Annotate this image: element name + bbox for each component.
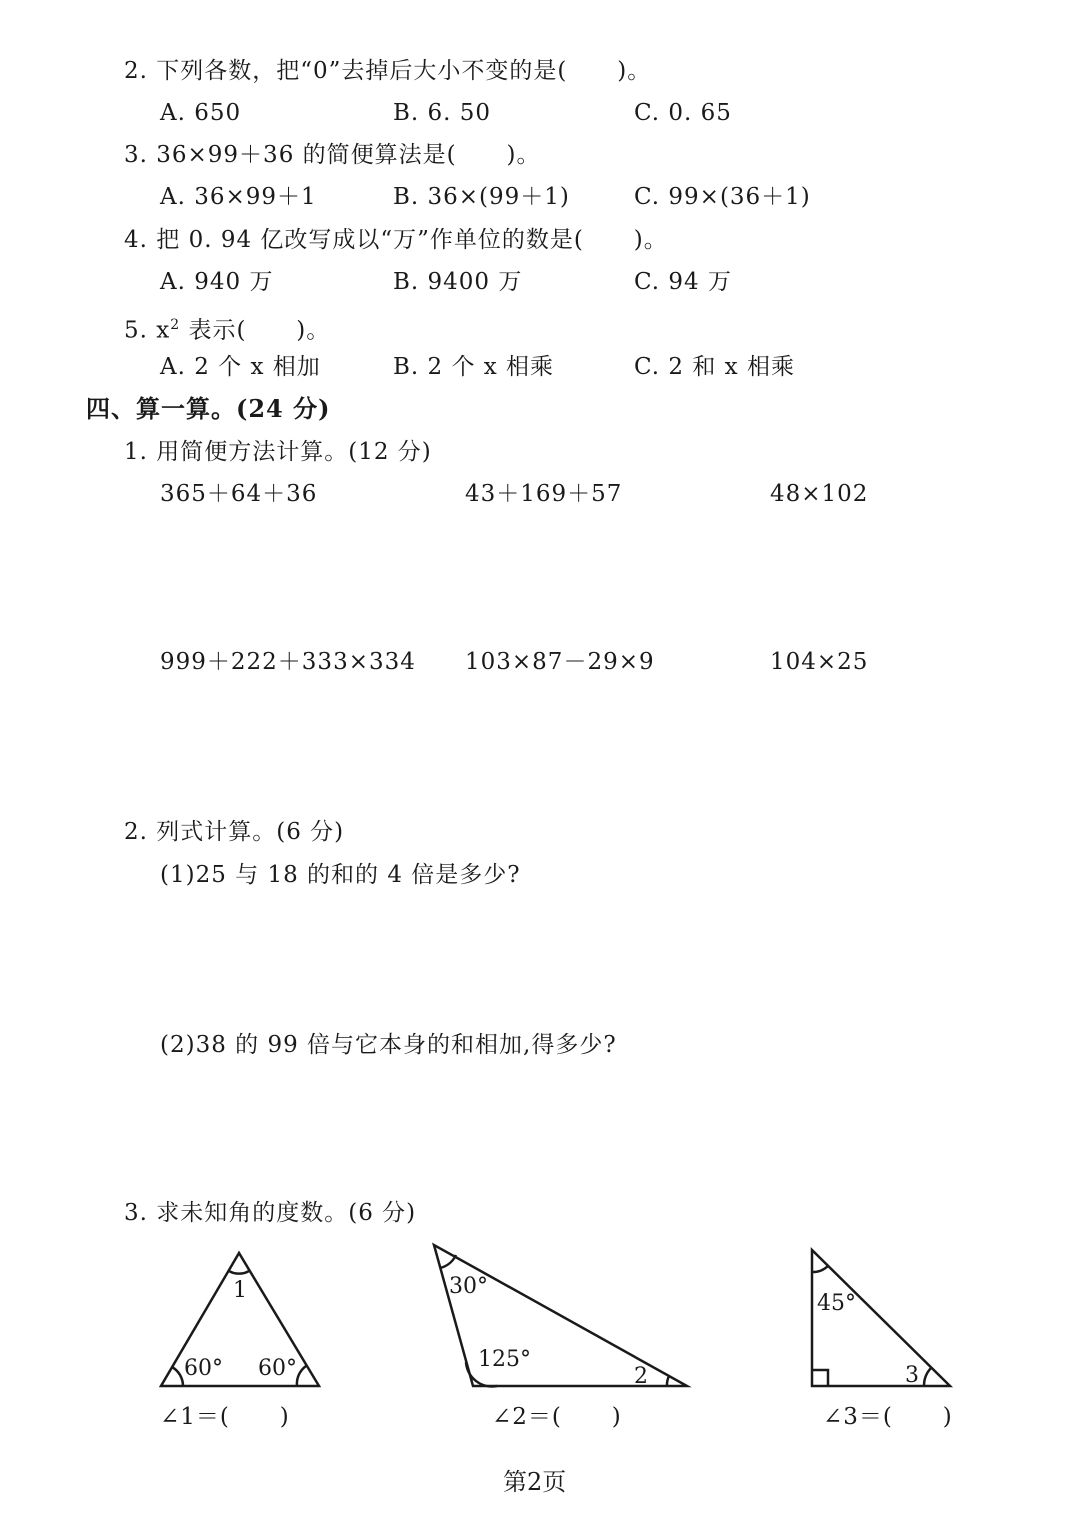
question-5-option-b: B. 2 个 x 相乘 (393, 354, 555, 380)
question-3-option-b: B. 36×(99＋1) (393, 184, 570, 210)
right-angle-marker (812, 1370, 828, 1386)
angle-45-label: 45° (817, 1291, 856, 1316)
page-number: 第2页 (503, 1468, 567, 1496)
question-5-stem-rest: 表示( )。 (180, 317, 331, 344)
question-2-option-b: B. 6. 50 (393, 100, 492, 126)
question-3-option-c: C. 99×(36＋1) (634, 184, 811, 210)
angle-30-arc (440, 1255, 456, 1268)
angle-125-label: 125° (478, 1347, 531, 1372)
angle-45-arc (812, 1266, 828, 1272)
question-2-option-c: C. 0. 65 (634, 100, 732, 126)
question-3-option-a: A. 36×99＋1 (160, 184, 317, 210)
question-4-option-a: A. 940 万 (160, 269, 274, 295)
angle-1-label: 1 (233, 1278, 247, 1303)
angle-2-label: 2 (634, 1364, 648, 1389)
part-2-question-1: (1)25 与 18 的和的 4 倍是多少? (160, 862, 521, 888)
question-4-option-b: B. 9400 万 (393, 269, 523, 295)
angle-60-left-arc (172, 1367, 183, 1386)
calc-expression: 43＋169＋57 (465, 481, 623, 507)
calc-expression: 999＋222＋333×334 (160, 649, 416, 675)
question-3-stem: 3. 36×99＋36 的简便算法是( )。 (124, 142, 541, 168)
calc-expression: 104×25 (770, 649, 869, 675)
question-4-stem: 4. 把 0. 94 亿改写成以“万”作单位的数是( )。 (124, 227, 668, 253)
part-3-title: 3. 求未知角的度数。(6 分) (124, 1200, 417, 1226)
angle-60-right-arc (297, 1366, 306, 1386)
angle-2-answer: ∠2＝( ) (492, 1404, 622, 1430)
angle-3-label: 3 (905, 1363, 919, 1388)
calc-expression: 48×102 (770, 481, 869, 507)
part-2-question-2: (2)38 的 99 倍与它本身的和相加,得多少? (160, 1032, 617, 1058)
section-4-title: 四、算一算。(24 分) (86, 394, 331, 423)
question-5-stem-exponent: 2 (170, 317, 181, 333)
angle-2-arc (667, 1376, 669, 1386)
part-2-title: 2. 列式计算。(6 分) (124, 819, 345, 845)
question-2-option-a: A. 650 (160, 100, 242, 126)
angle-1-answer: ∠1＝( ) (160, 1404, 290, 1430)
angle-3-answer: ∠3＝( ) (823, 1404, 953, 1430)
part-1-title: 1. 用简便方法计算。(12 分) (124, 439, 432, 465)
triangle-2 (434, 1245, 687, 1386)
angle-1-arc (229, 1271, 249, 1274)
question-2-stem: 2. 下列各数，把“0”去掉后大小不变的是( )。 (124, 58, 652, 84)
angle-60-right-label: 60° (258, 1356, 297, 1381)
calc-expression: 365＋64＋36 (160, 481, 318, 507)
angle-60-left-label: 60° (184, 1356, 223, 1381)
question-5-option-a: A. 2 个 x 相加 (160, 354, 321, 380)
question-5-stem-var: 5. x (124, 317, 171, 344)
calc-expression: 103×87－29×9 (465, 649, 655, 675)
question-4-option-c: C. 94 万 (634, 269, 732, 295)
angle-3-arc (924, 1367, 932, 1386)
question-5-option-c: C. 2 和 x 相乘 (634, 354, 795, 380)
angle-30-label: 30° (449, 1274, 488, 1299)
triangle-3 (812, 1250, 950, 1386)
